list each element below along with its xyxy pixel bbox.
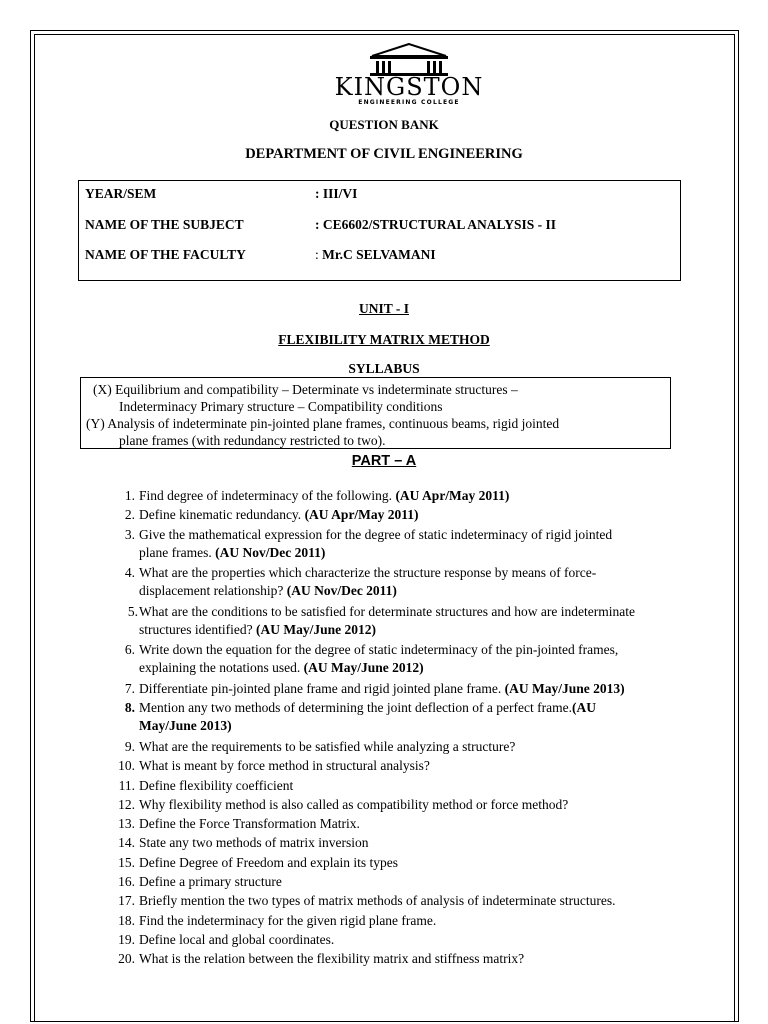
question-number: 14. <box>118 835 135 851</box>
question-text: Briefly mention the two types of matrix methods of analysis of indeterminate structures. <box>139 893 616 909</box>
question-number: 13. <box>118 816 135 832</box>
question-number: 12. <box>118 796 135 812</box>
question-number: 6. <box>124 642 135 658</box>
question-text: Define kinematic redundancy. <box>139 507 305 523</box>
faculty-value: Mr.C SELVAMANI <box>322 247 436 262</box>
logo-subtext: ENGINEERING COLLEGE <box>358 99 460 106</box>
faculty-separator: : <box>315 247 319 262</box>
exam-reference: (AU Nov/Dec 2011) <box>215 544 326 560</box>
question-text: explaining the notations used. <box>139 660 304 676</box>
question-number: 4. <box>124 565 135 581</box>
question-number: 2. <box>124 507 135 523</box>
question-number: 18. <box>118 912 135 928</box>
question-text: structures identified? <box>139 621 256 637</box>
question-number: 5. <box>127 603 138 619</box>
question-text: Define Degree of Freedom and explain its types <box>139 854 399 870</box>
question-text: What are the conditions to be satisfied for determinate structures and how are indeterminate <box>139 603 635 619</box>
question-text: Write down the equation for the degree of static indeterminacy of the pin-jointed frames, <box>139 642 619 658</box>
question-item <box>118 892 616 910</box>
faculty-label: NAME OF THE FACULTY <box>85 247 246 262</box>
question-text: Define flexibility coefficient <box>139 777 294 793</box>
question-item <box>118 796 569 814</box>
syllabus-box <box>80 377 671 449</box>
question-text: Why flexibility method is also called as compatibility method or force method? <box>139 796 569 812</box>
question-item <box>124 526 613 562</box>
exam-reference: (AU May/June 2012) <box>303 660 424 676</box>
exam-reference: (AU <box>572 700 596 716</box>
syllabus-heading: SYLLABUS <box>348 361 420 376</box>
exam-reference: (AU May/June 2012) <box>255 621 376 637</box>
part-a-heading: PART – A <box>351 453 417 469</box>
question-item <box>124 564 597 600</box>
question-item <box>124 680 625 698</box>
faculty-value-wrap <box>315 247 436 263</box>
question-item <box>124 699 596 735</box>
subject-label: NAME OF THE SUBJECT <box>85 217 244 232</box>
question-item <box>118 873 282 891</box>
question-text: Mention any two methods of determining the joint deflection of a perfect frame. <box>139 700 572 716</box>
question-continuation <box>139 544 612 562</box>
question-item <box>118 815 360 833</box>
question-item <box>118 777 294 795</box>
question-number: 17. <box>118 893 135 909</box>
question-number: 1. <box>124 488 135 503</box>
question-text: Give the mathematical expression for the degree of static indeterminacy of rigid jointed <box>139 526 613 542</box>
question-item <box>118 834 369 852</box>
syllabus-line: plane frames (with redundancy restricted to two). <box>119 433 386 448</box>
question-item <box>118 757 430 775</box>
question-text: Find the indeterminacy for the given rigid plane frame. <box>139 912 437 928</box>
question-continuation <box>139 582 596 600</box>
question-item <box>118 912 437 930</box>
question-number: 9. <box>124 738 135 754</box>
question-text: plane frames. <box>139 544 216 560</box>
question-number: 10. <box>118 758 135 774</box>
question-text: displacement relationship? <box>139 583 287 599</box>
question-item <box>127 603 635 639</box>
question-number: 19. <box>118 931 135 947</box>
year-label: YEAR/SEM <box>85 186 157 201</box>
department-title: DEPARTMENT OF CIVIL ENGINEERING <box>245 146 523 162</box>
question-text: What is meant by force method in structural analysis? <box>139 758 430 774</box>
question-continuation <box>139 621 635 639</box>
exam-reference: May/June 2013) <box>139 718 232 734</box>
document-title: QUESTION BANK <box>329 117 439 132</box>
question-item <box>118 950 525 968</box>
syllabus-line: Indeterminacy Primary structure – Compatibility conditions <box>119 399 443 414</box>
question-number: 11. <box>118 777 135 793</box>
question-number: 3. <box>124 526 135 542</box>
question-item <box>124 487 510 505</box>
question-number: 16. <box>118 874 135 889</box>
question-text: What are the requirements to be satisfied while analyzing a structure? <box>139 738 516 754</box>
question-text: State any two methods of matrix inversion <box>139 835 369 851</box>
course-info-box <box>78 180 681 281</box>
question-text: Define a primary structure <box>139 874 282 889</box>
question-item <box>124 641 619 677</box>
question-text: What are the properties which characterize the structure response by means of force- <box>139 565 597 581</box>
exam-reference: (AU Apr/May 2011) <box>304 507 419 523</box>
question-text: What is the relation between the flexibility matrix and stiffness matrix? <box>139 951 525 967</box>
question-number: 7. <box>124 681 135 696</box>
exam-reference: (AU Apr/May 2011) <box>395 488 510 503</box>
exam-reference: (AU Nov/Dec 2011) <box>286 583 397 599</box>
syllabus-line: (Y) Analysis of indeterminate pin-jointed plane frames, continuous beams, rigid jointed <box>86 416 560 431</box>
question-item <box>118 931 335 949</box>
logo-wordmark: KINGSTON <box>334 73 484 101</box>
question-item <box>124 738 516 756</box>
question-number: 20. <box>118 951 135 967</box>
method-title: FLEXIBILITY MATRIX METHOD <box>278 332 490 347</box>
unit-title: UNIT - I <box>358 301 409 316</box>
year-value: : III/VI <box>315 186 358 201</box>
exam-reference: (AU May/June 2013) <box>504 681 625 696</box>
question-text: Define local and global coordinates. <box>139 931 335 947</box>
question-continuation <box>139 717 596 735</box>
question-text: Find degree of indeterminacy of the following. <box>139 488 396 503</box>
question-item <box>124 506 419 524</box>
syllabus-line: (X) Equilibrium and compatibility – Determinate vs indeterminate structures – <box>93 382 518 397</box>
kingston-logo <box>306 42 512 106</box>
question-number: 15. <box>118 854 135 870</box>
question-text: Differentiate pin-jointed plane frame and rigid jointed plane frame. <box>139 681 505 696</box>
question-number: 8. <box>124 700 135 716</box>
subject-value: : CE6602/STRUCTURAL ANALYSIS - II <box>315 217 557 232</box>
question-text: Define the Force Transformation Matrix. <box>139 816 360 832</box>
question-continuation <box>139 659 618 677</box>
question-item <box>118 854 399 872</box>
